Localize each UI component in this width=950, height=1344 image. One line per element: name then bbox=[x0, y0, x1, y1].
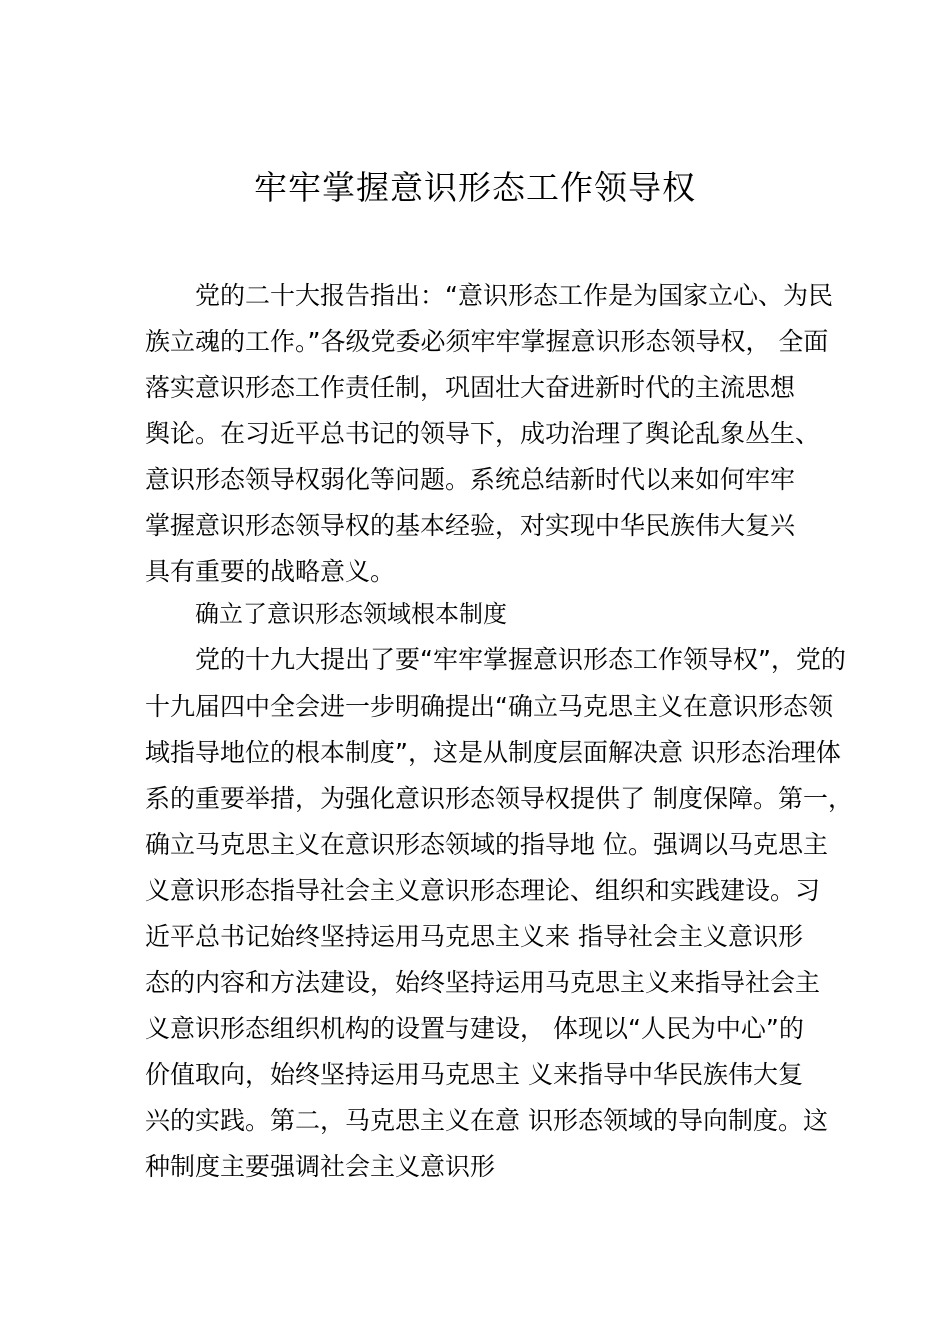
paragraph-line: 义意识形态组织机构的设置与建设， 体现以“人民为中心”的 bbox=[145, 1014, 804, 1043]
paragraph-line: 党的二十大报告指出：“意识形态工作是为国家立心、为民 bbox=[195, 281, 833, 310]
paragraph-line: 态的内容和方法建设，始终坚持运用马克思主义来指导社会主 bbox=[145, 968, 821, 997]
paragraph-line: 落实意识形态工作责任制，巩固壮大奋进新时代的主流思想 bbox=[145, 373, 796, 402]
paragraph-line: 舆论。在习近平总书记的领导下，成功治理了舆论乱象丛生、 bbox=[145, 419, 821, 448]
paragraph-line: 党的十九大提出了要“牢牢掌握意识形态工作领导权”，党的 bbox=[195, 645, 846, 674]
paragraph-line: 种制度主要强调社会主义意识形 bbox=[145, 1152, 496, 1181]
paragraph-line: 意识形态领导权弱化等问题。系统总结新时代以来如何牢牢 bbox=[145, 465, 796, 494]
paragraph-line: 十九届四中全会进一步明确提出“确立马克思主义在意识形态领 bbox=[145, 692, 833, 721]
paragraph-line: 域指导地位的根本制度”，这是从制度层面解决意 识形态治理体 bbox=[145, 738, 841, 767]
paragraph-line: 近平总书记始终坚持运用马克思主义来 指导社会主义意识形 bbox=[145, 922, 803, 951]
paragraph-line: 兴的实践。第二，马克思主义在意 识形态领域的导向制度。这 bbox=[145, 1106, 828, 1135]
paragraph-line: 义意识形态指导社会主义意识形态理论、组织和实践建设。习 bbox=[145, 876, 821, 905]
paragraph-line: 掌握意识形态领导权的基本经验，对实现中华民族伟大复兴 bbox=[145, 511, 796, 540]
paragraph-line: 确立马克思主义在意识形态领域的指导地 位。强调以马克思主 bbox=[145, 830, 828, 859]
paragraph-line: 系的重要举措，为强化意识形态领导权提供了 制度保障。第一， bbox=[145, 784, 853, 813]
paragraph-line: 族立魂的工作。”各级党委必须牢牢掌握意识形态领导权， 全面 bbox=[145, 327, 829, 356]
paragraph-line: 价值取向，始终坚持运用马克思主 义来指导中华民族伟大复 bbox=[145, 1060, 803, 1089]
section-heading: 确立了意识形态领域根本制度 bbox=[195, 600, 507, 628]
document-title: 牢牢掌握意识形态工作领导权 bbox=[254, 168, 696, 207]
paragraph-line: 具有重要的战略意义。 bbox=[145, 557, 396, 586]
